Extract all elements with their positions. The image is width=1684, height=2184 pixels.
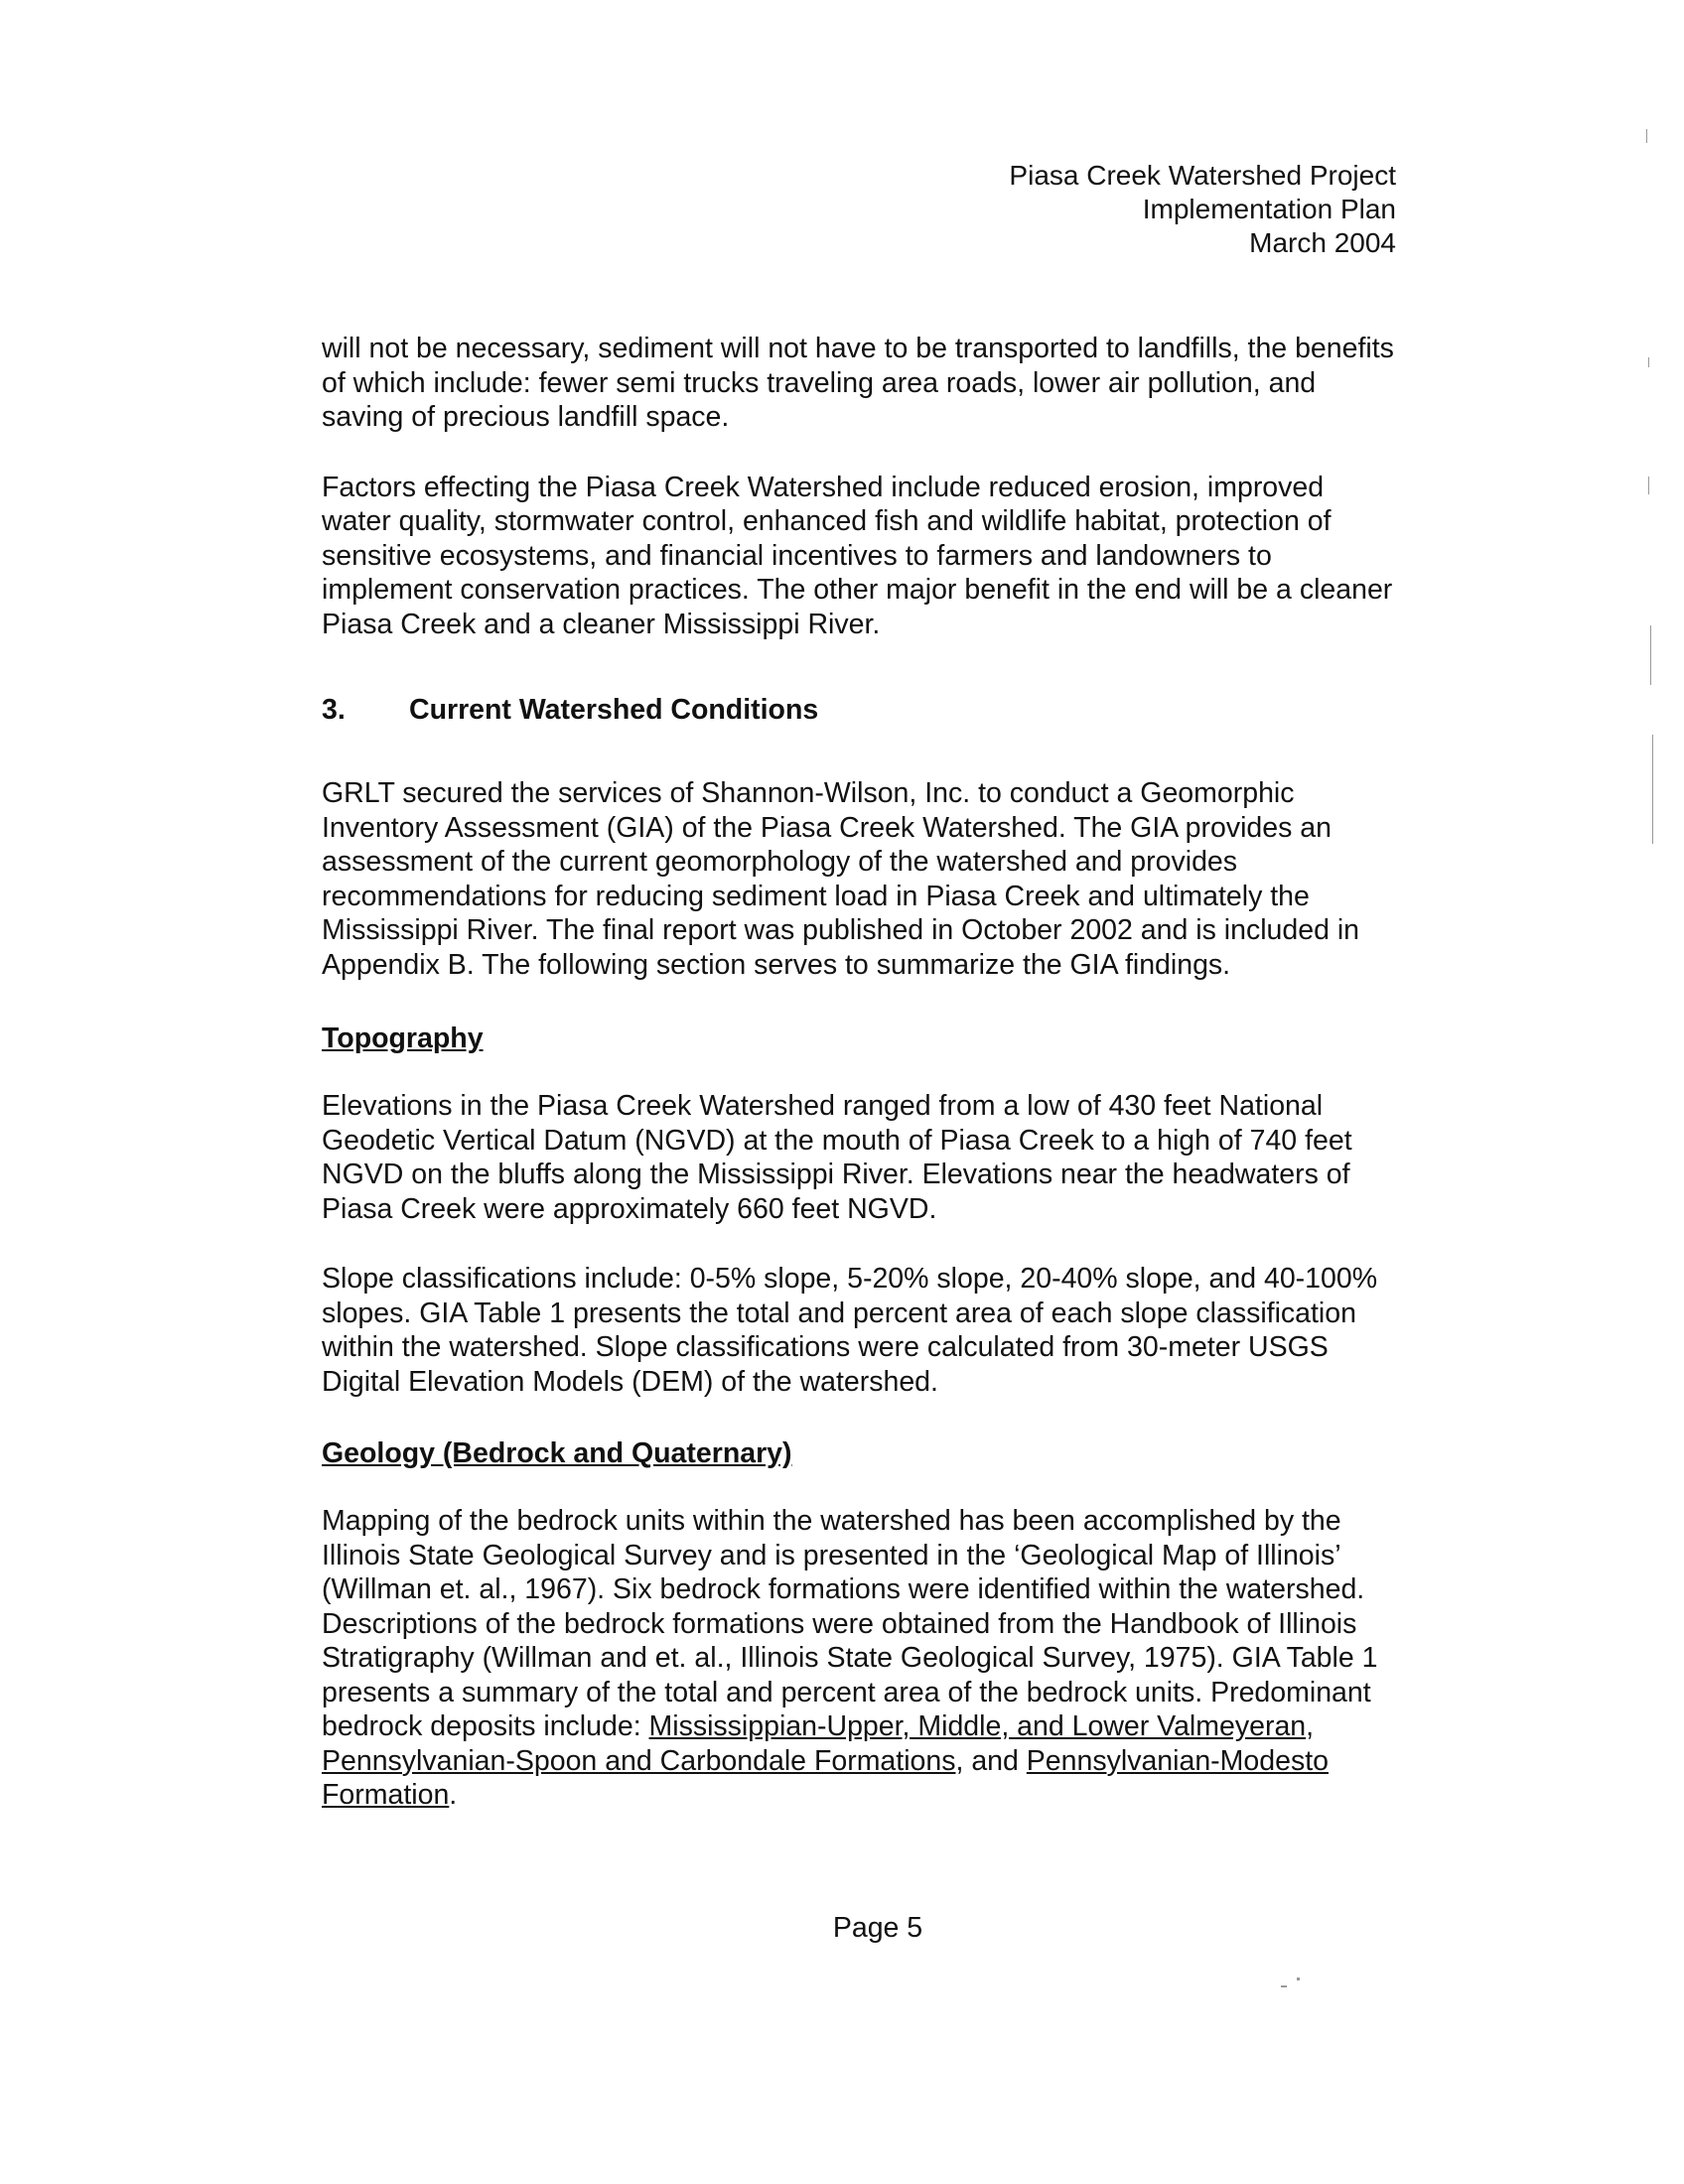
header-date: March 2004: [1249, 227, 1396, 258]
topography-heading: Topography: [322, 1023, 484, 1054]
bedrock-end: .: [449, 1779, 458, 1811]
bedrock-text: Mapping of the bedrock units within the watershed has been accomplished by the Illinois State Geological Survey and is presented in the ‘Geological Map of Illinois’ (Willman et. al., 1967). Six bedrock formations were identified within the watershed. Descriptions of the bedrock formations were obtained from the Handbook of Illinois Stratigraphy (Willman and et. al., Illinois State Geological Survey, 1975). GIA Table 1 presents a summary of the total and percent area of the bedrock units. Predominant bedrock deposits include:: [322, 1505, 1378, 1742]
paragraph-landfill-benefits: will not be necessary, sediment will not have to be transported to landfills, the benefits of which include: fewer semi trucks traveling area roads, lower air pollution, and saving of precious landfill space.: [322, 333, 1394, 433]
scan-speck: [1650, 625, 1651, 685]
scan-speck: [1652, 735, 1653, 844]
bedrock-pennsylvanian-modesto: Pennsylvanian-Modesto Formation: [322, 1744, 1329, 1811]
scan-speck: [1281, 1985, 1287, 1987]
paragraph-gia-summary: GRLT secured the services of Shannon-Wilson, Inc. to conduct a Geomorphic Inventory Assessment (GIA) of the Piasa Creek Watershed. The GIA provides an assessment of the current geomorphology of the watershed and provides recommendations for reducing sediment load in Piasa Creek and ultimately the Mississippi River. The final report was published in October 2002 and is included in Appendix B. The following section serves to summarize the GIA findings.: [322, 777, 1360, 981]
page-number: Page 5: [832, 1912, 923, 1944]
scan-speck: [1646, 129, 1647, 143]
header-project-title: Piasa Creek Watershed Project: [1009, 160, 1396, 191]
bedrock-mississippian: Mississippian-Upper, Middle, and Lower Valmeyeran: [648, 1710, 1307, 1742]
page-header: [1009, 159, 1396, 260]
page-footer: [0, 1911, 1684, 1945]
scan-speck: [1648, 357, 1649, 367]
paragraph-watershed-factors: Factors effecting the Piasa Creek Watershed include reduced erosion, improved water quality, stormwater control, enhanced fish and wildlife habitat, protection of sensitive ecosystems, and financial incentives to farmers and landowners to implement conservation practices. The other major benefit in the end will be a cleaner Piasa Creek and a cleaner Mississippi River.: [322, 471, 1393, 640]
geology-heading: Geology (Bedrock and Quaternary): [322, 1437, 792, 1469]
paragraph-bedrock-mapping: [322, 1504, 1396, 1813]
bedrock-separator-2: , and: [955, 1744, 1027, 1777]
bedrock-pennsylvanian-spoon: Pennsylvanian-Spoon and Carbondale Formations: [322, 1744, 956, 1777]
paragraph-elevations: Elevations in the Piasa Creek Watershed ranged from a low of 430 feet National Geodetic Vertical Datum (NGVD) at the mouth of Piasa Creek to a high of 740 feet NGVD on the bluffs along the Mississippi River. Elevations near the headwaters of Piasa Creek were approximately 660 feet NGVD.: [322, 1090, 1352, 1225]
section-heading: [322, 693, 1396, 727]
header-document-title: Implementation Plan: [1142, 194, 1396, 224]
document-body: [322, 332, 1396, 1813]
bedrock-separator-1: ,: [1306, 1710, 1315, 1742]
scan-speck: [1297, 1978, 1300, 1980]
section-title: Current Watershed Conditions: [409, 694, 819, 726]
section-number: 3.: [322, 694, 346, 726]
scan-speck: [1648, 477, 1649, 494]
paragraph-slope-classifications: Slope classifications include: 0-5% slope, 5-20% slope, 20-40% slope, and 40-100% slopes. GIA Table 1 presents the total and percent area of each slope classification within the watershed. Slope classifications were calculated from 30-meter USGS Digital Elevation Models (DEM) of the watershed.: [322, 1263, 1378, 1398]
